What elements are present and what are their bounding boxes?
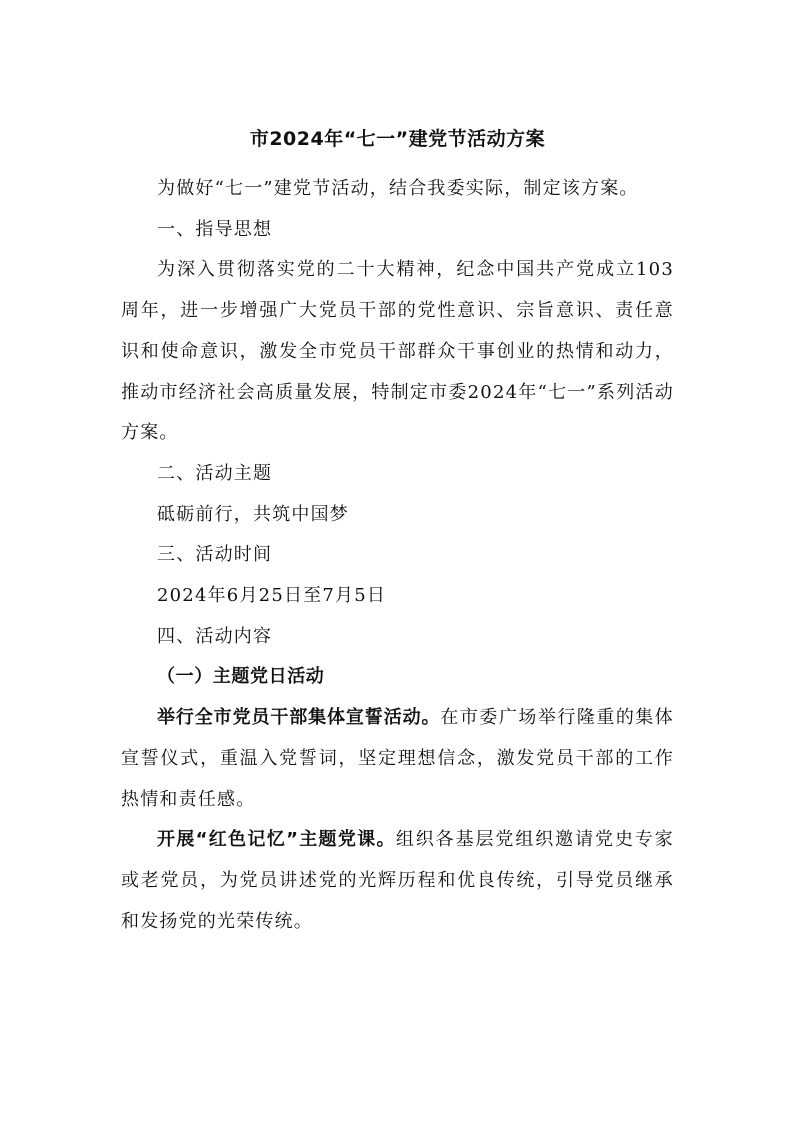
section-heading-guiding: 一、指导思想 — [157, 218, 273, 240]
time-paragraph: 2024年6月25日至7月5日 — [157, 585, 387, 607]
theme-paragraph: 砥砺前行，共筑中国梦 — [157, 503, 349, 525]
document-title: 市2024年“七一”建党节活动方案 — [249, 128, 546, 150]
item-paragraph-oath — [121, 698, 674, 820]
item-paragraph-lecture — [121, 820, 674, 942]
subsection-heading-party-day: （一）主题党日活动 — [157, 666, 325, 688]
section-heading-theme: 二、活动主题 — [157, 462, 273, 484]
document-body — [121, 118, 674, 942]
intro-paragraph: 为做好“七一”建党节活动，结合我委实际，制定该方案。 — [157, 178, 639, 199]
item-lead-oath: 举行全市党员干部集体宣誓活动。 — [157, 707, 441, 729]
item-text-oath: 在市委广场举行隆重的集体宣誓仪式，重温入党誓词，坚定理想信念，激发党员干部的工作热情和责任感。 — [121, 707, 675, 810]
guiding-paragraph: 为深入贯彻落实党的二十大精神，纪念中国共产党成立103周年，进一步增强广大党员干部的党性意识、宗旨意识、责任意识和使命意识，激发全市党员干部群众干事创业的热情和动力，推动市经济社会高质量发展，特制定市委2024年“七一”系列活动方案。 — [121, 259, 674, 444]
item-lead-lecture: 开展“红色记忆”主题党课。 — [157, 829, 396, 851]
item-text-lecture: 组织各基层党组织邀请党史专家或老党员，为党员讲述党的光辉历程和优良传统，引导党员继承和发扬党的光荣传统。 — [121, 829, 674, 932]
section-heading-content: 四、活动内容 — [157, 625, 273, 647]
section-heading-time: 三、活动时间 — [157, 544, 273, 566]
